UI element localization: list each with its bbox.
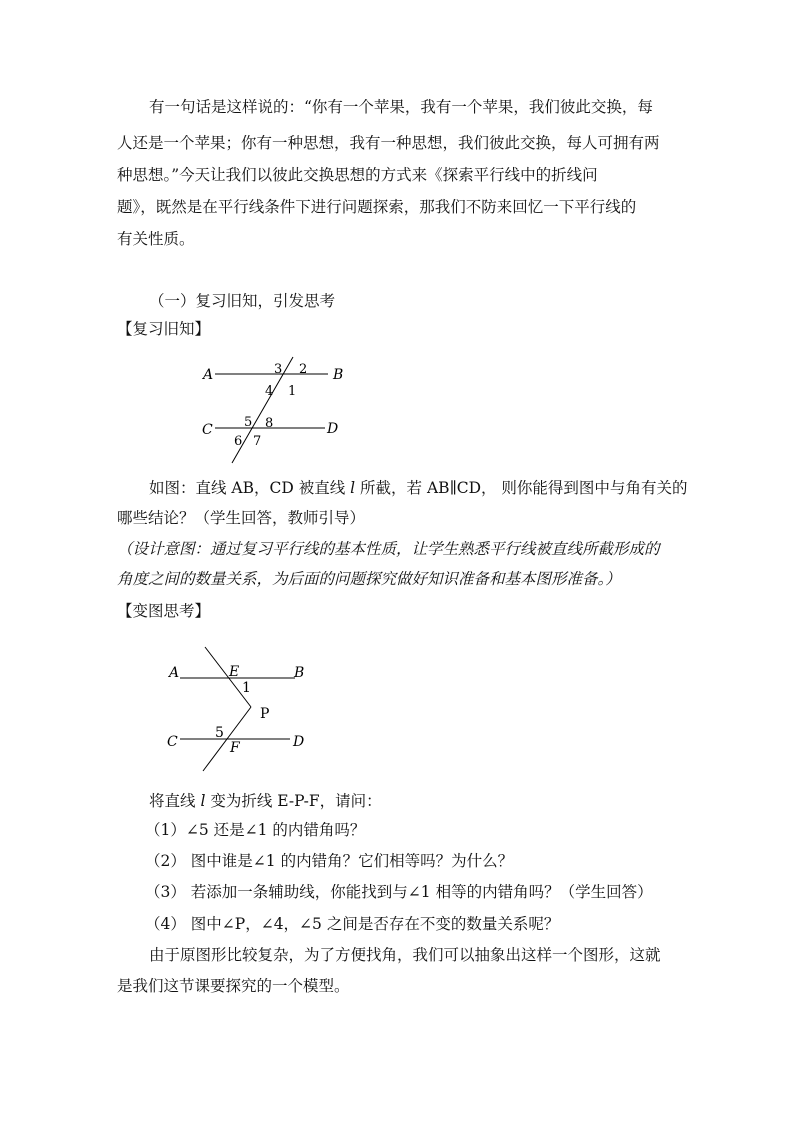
label-E: E bbox=[229, 664, 240, 680]
label-D: D bbox=[327, 421, 339, 437]
angle-5: 5 bbox=[215, 725, 224, 741]
intro-line-3: 种思想。”今天让我们以彼此交换思想的方式来《探索平行线中的折线问 bbox=[117, 166, 598, 184]
angle-1: 1 bbox=[242, 680, 251, 696]
angle-8: 8 bbox=[265, 416, 274, 431]
question-item-2: （2） 图中谁是∠1 的内错角？它们相等吗？为什么？ bbox=[145, 852, 514, 870]
line-l-symbol: l bbox=[200, 792, 206, 810]
label-A: A bbox=[169, 665, 180, 681]
label-C: C bbox=[167, 734, 178, 750]
section-heading: （一）复习旧知，引发思考 bbox=[149, 292, 336, 310]
angle-1: 1 bbox=[288, 384, 297, 399]
angle-3: 3 bbox=[274, 362, 283, 377]
question-2: 将直线 l 变为折线 E-P-F，请问： bbox=[149, 792, 382, 810]
review-label: 【复习旧知】 bbox=[117, 320, 211, 338]
angle-5: 5 bbox=[244, 415, 253, 430]
variant-label: 【变图思考】 bbox=[117, 602, 211, 620]
conclusion-line-2: 是我们这节课要探究的一个模型。 bbox=[117, 977, 350, 995]
angle-7: 7 bbox=[253, 434, 262, 449]
question-1-continued: 哪些结论？（学生回答，教师引导） bbox=[117, 509, 366, 527]
label-A: A bbox=[203, 367, 214, 383]
intro-line-5: 有关性质。 bbox=[117, 230, 195, 248]
intro-line-4: 题》，既然是在平行线条件下进行问题探索，那我们不防来回忆一下平行线的 bbox=[117, 198, 637, 216]
question-item-4: （4） 图中∠P，∠4，∠5 之间是否存在不变的数量关系呢？ bbox=[145, 915, 560, 933]
question-1: 如图：直线 AB，CD 被直线 l 所截，若 AB∥CD， 则你能得到图中与角有关的 bbox=[149, 479, 688, 497]
design-intent-line-1: （设计意图：通过复习平行线的基本性质，让学生熟悉平行线被直线所截形成的 bbox=[117, 540, 660, 558]
design-intent-line-2: 角度之间的数量关系，为后面的问题探究做好知识准备和基本图形准备。） bbox=[117, 570, 621, 588]
figure-folded-line bbox=[160, 640, 320, 780]
angle-6: 6 bbox=[234, 434, 243, 449]
label-P: P bbox=[260, 706, 270, 722]
label-C: C bbox=[202, 422, 213, 438]
angle-4: 4 bbox=[265, 384, 274, 399]
label-D: D bbox=[293, 734, 305, 750]
label-F: F bbox=[230, 740, 240, 756]
question-item-1: （1）∠5 还是∠1 的内错角吗？ bbox=[145, 821, 366, 839]
intro-line-2: 人还是一个苹果；你有一种思想，我有一种思想，我们彼此交换，每人可拥有两 bbox=[117, 134, 660, 152]
angle-2: 2 bbox=[299, 362, 308, 377]
label-B: B bbox=[294, 665, 305, 681]
intro-line-1: 有一句话是这样说的：“你有一个苹果，我有一个苹果，我们彼此交换，每 bbox=[149, 98, 653, 116]
question-item-3: （3） 若添加一条辅助线，你能找到与∠1 相等的内错角吗？（学生回答） bbox=[145, 883, 653, 901]
label-B: B bbox=[333, 367, 344, 383]
figure-parallel-transversal bbox=[195, 355, 355, 465]
line-l-symbol: l bbox=[350, 479, 356, 497]
conclusion-line-1: 由于原图形比较复杂，为了方便找角，我们可以抽象出这样一个图形，这就 bbox=[149, 946, 661, 964]
